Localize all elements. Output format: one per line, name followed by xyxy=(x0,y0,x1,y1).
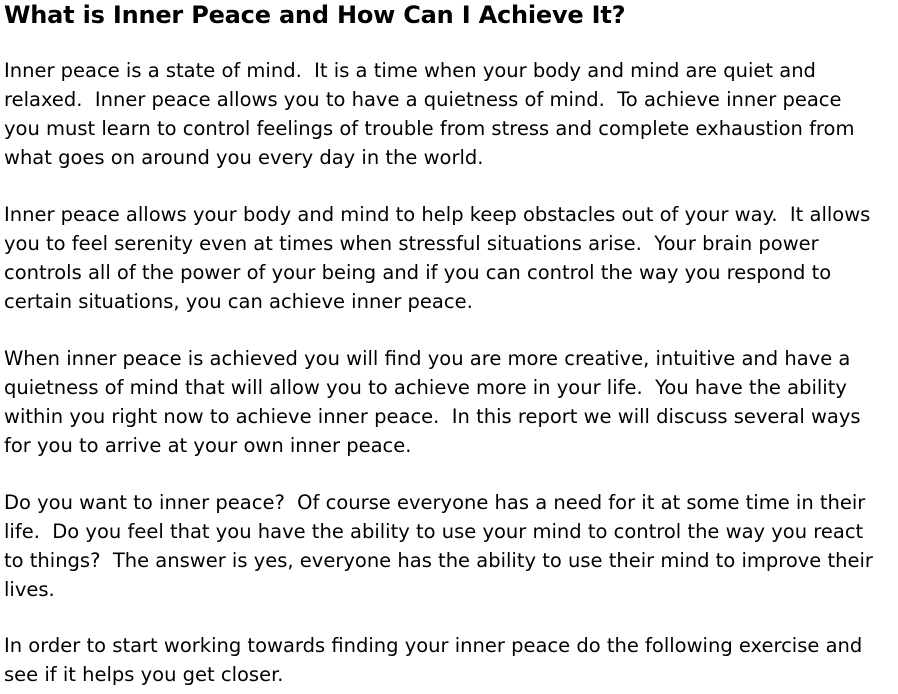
paragraph-5: In order to start working towards finding your inner peace do the following exercise and see if it helps you get closer. xyxy=(4,634,869,687)
paragraph-3: When inner peace is achieved you will find you are more creative, intuitive and have a quietness of mind that will allow you to achieve more in your life. You have the ability within you right now to achieve inner peace. In this report we will discuss several ways for you to arrive at your own inner peace. xyxy=(4,347,867,458)
page-title: What is Inner Peace and How Can I Achieve It? xyxy=(4,1,626,29)
paragraph-1: Inner peace is a state of mind. It is a time when your body and mind are quiet and relaxed. Inner peace allows you to have a quietness of mind. To achieve inner peace you must learn to control feelings of trouble from stress and complete exhaustion from what goes on around you every day in the world. xyxy=(4,59,861,170)
paragraph-2: Inner peace allows your body and mind to help keep obstacles out of your way. It allows you to feel serenity even at times when stressful situations arise. Your brain power controls all of the power of your being and if you can control the way you respond to certain situations, you can achieve inner peace. xyxy=(4,203,877,314)
paragraph-4: Do you want to inner peace? Of course everyone has a need for it at some time in their life. Do you feel that you have the ability to use your mind to control the way you react to things? The answer is yes, everyone has the ability to use their mind to improve their lives. xyxy=(4,491,880,602)
